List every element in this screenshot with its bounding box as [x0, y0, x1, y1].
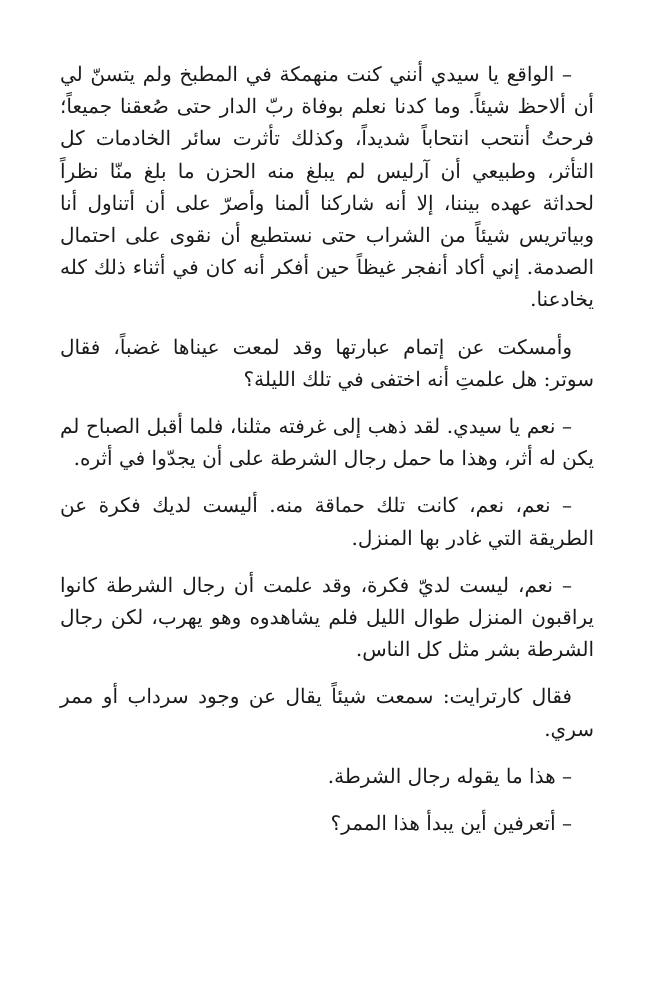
paragraph-sutter-question: وأمسكت عن إتمام عبارتها وقد لمعت عيناها غضباً، فقال سوتر: هل علمتِ أنه اختفى في تلك الليلة؟	[60, 334, 594, 391]
paragraph-foolishness: – نعم، نعم، كانت تلك حماقة منه. أليست لديك فكرة عن الطريقة التي غادر بها المنزل.	[60, 493, 594, 550]
page-text	[60, 58, 594, 839]
paragraph-disappearance-answer: – نعم يا سيدي. لقد ذهب إلى غرفته مثلنا، فلما أقبل الصباح لم يكن له أثر، وهذا ما حمل رجال الشرطة على أن يجدّوا في أثره.	[60, 414, 594, 471]
paragraph-cartwright-question: فقال كارترايت: سمعت شيئاً يقال عن وجود سرداب أو ممر سري.	[60, 684, 594, 741]
paragraph-police-watch: – نعم، ليست لديّ فكرة، وقد علمت أن رجال الشرطة كانوا يراقبون المنزل طوال الليل فلم يشاهدوه وهو يهرب، لكن رجال الشرطة بشر مثل كل الناس.	[60, 572, 594, 662]
paragraph-maid-account: – الواقع يا سيدي أنني كنت منهمكة في المطبخ ولم يتسنّ لي أن ألاحظ شيئاً. وما كدنا نعلم بوفاة ربّ الدار حتى صُعقنا جميعاً؛ فرحتُ أنتحب انتحاباً شديداً، وكذلك تأثرت سائر الخادمات كل التأثر، وطبيعي أن آرليس لم يبلغ منه الحزن ما بلغ منّا نظراً لحداثة عهده بيننا، إلا أنه شاركنا ألمنا وأصرّ على أن أتناول أنا وبياتريس شيئاً من الشراب حتى نستطيع أن نقوى على احتمال الصدمة. إني أكاد أنفجر غيظاً حين أفكر أنه كان في أثناء ذلك كله يخادعنا.	[60, 62, 594, 312]
paragraph-passage-question: – أتعرفين أين يبدأ هذا الممر؟	[330, 811, 572, 836]
paragraph-police-say: – هذا ما يقوله رجال الشرطة.	[327, 763, 572, 788]
